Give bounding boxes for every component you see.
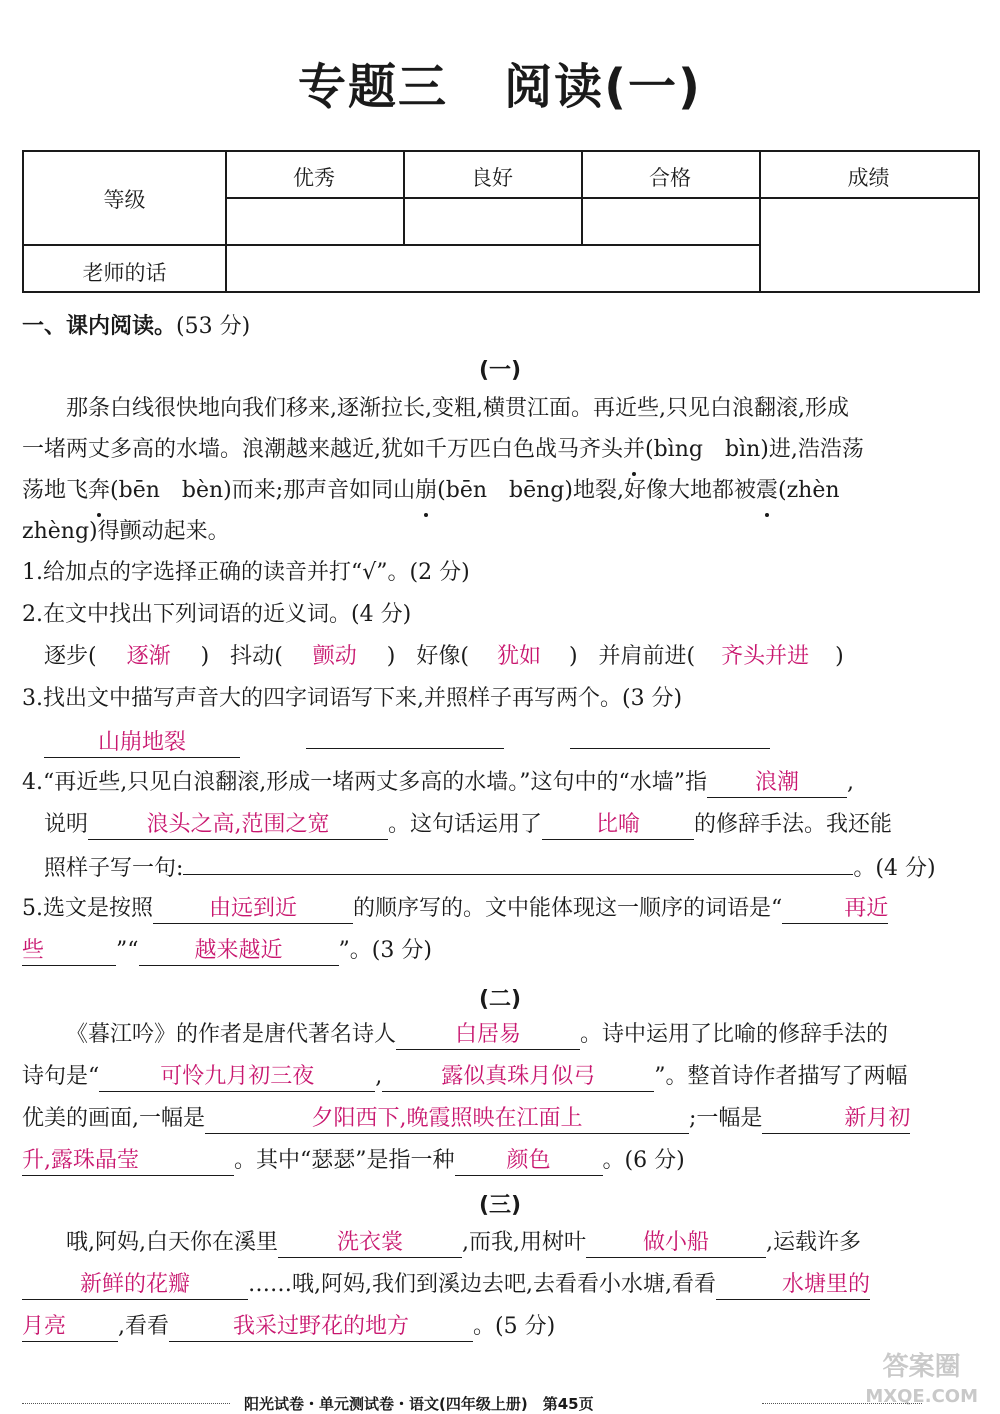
grade-col-excellent: 优秀 <box>293 166 335 190</box>
answer[interactable]: 浪头之高,范围之宽 <box>88 811 388 840</box>
question-3: 3.找出文中描写声音大的四字词语写下来,并照样子再写两个。(3 分) <box>22 686 683 711</box>
answer[interactable]: 颜色 <box>455 1147 603 1176</box>
answer[interactable]: 水塘里的 <box>716 1271 870 1300</box>
grade-col-pass: 合格 <box>649 166 691 190</box>
page-title: 专题三 阅读(一) <box>298 59 702 115</box>
part2-line3: 优美的画面,一幅是 夕阳西下,晚霞照映在江面上 ;一幅是 新月初 <box>22 1104 910 1134</box>
passage1: 那条白线很快地向我们移来,逐渐拉长,变粗,横贯江面。再近些,只见白浪翻滚,形成 一堵两丈多高的水墙。浪潮越来越近,犹如千万匹白色战马齐头并(bìng bìn)进,浩浩荡 荡地飞奔(bēn bèn)而来;那声音如同山崩(bēn bēng)地裂,好像大地都被震(zhèn zhèng)得颤动起来。 <box>22 396 864 544</box>
answer[interactable]: 升,露珠晶莹 <box>22 1147 234 1176</box>
question-1: 1.给加点的字选择正确的读音并打“√”。(2 分) <box>22 560 470 585</box>
answer[interactable]: 颤动 <box>312 644 357 669</box>
answer[interactable]: 犹如 <box>496 644 541 669</box>
answer[interactable]: 再近 <box>782 895 888 924</box>
answer[interactable]: 逐渐 <box>126 644 171 669</box>
answer[interactable]: 我采过野花的地方 <box>169 1313 473 1342</box>
teacher-comment-label: 老师的话 <box>82 261 167 285</box>
answer[interactable]: 月亮 <box>22 1313 118 1342</box>
grade-table <box>22 150 980 293</box>
answer[interactable]: 比喻 <box>542 811 694 840</box>
question-2-items: 逐步( 逐渐 ) 抖动( 颤动 ) 好像( 犹如 ) 并肩前进( 齐头并进 ) <box>44 644 844 669</box>
answer[interactable]: 些 <box>22 937 116 966</box>
answer[interactable]: 夕阳西下,晚霞照映在江面上 <box>205 1105 689 1134</box>
question-5-line2: 些 ”“ 越来越近 ”。(3 分) <box>22 936 432 966</box>
question-3-answers <box>44 726 770 758</box>
question-2: 2.在文中找出下列词语的近义词。(4 分) <box>22 602 412 627</box>
answer[interactable]: 齐头并进 <box>721 644 810 669</box>
part2-line1: 《暮江吟》的作者是唐代著名诗人 白居易 。诗中运用了比喻的修辞手法的 <box>66 1020 888 1050</box>
footer: 阳光试卷・单元测试卷・语文(四年级上册) 第45页 <box>22 1393 980 1413</box>
answer[interactable]: 浪潮 <box>707 769 847 798</box>
blank[interactable] <box>306 726 504 749</box>
question-5-line1: 5.选文是按照 由远到近 的顺序写的。文中能体现这一顺序的词语是“ 再近 <box>22 894 888 924</box>
part3-heading: (三) <box>478 1193 522 1218</box>
blank[interactable] <box>183 852 853 875</box>
part3-line1: 哦,阿妈,白天你在溪里 洗衣裳 ,而我,用树叶 做小船 ,运载许多 <box>66 1228 861 1258</box>
grade-col-score: 成绩 <box>847 166 890 190</box>
answer[interactable]: 山崩地裂 <box>44 729 240 758</box>
question-4-line3: 照样子写一句: 。(4 分) <box>44 852 936 884</box>
blank[interactable] <box>570 726 770 749</box>
answer[interactable]: 新鲜的花瓣 <box>22 1271 248 1300</box>
part2-line4: 升,露珠晶莹 。其中“瑟瑟”是指一种 颜色 。(6 分) <box>22 1146 685 1176</box>
answer[interactable]: 白居易 <box>396 1021 580 1050</box>
answer[interactable]: 露似真珠月似弓 <box>382 1063 654 1092</box>
section1-heading: 一、课内阅读。(53 分) <box>22 314 251 339</box>
part1-heading: (一) <box>478 358 522 383</box>
answer[interactable]: 新月初 <box>762 1105 910 1134</box>
watermark: 答案圈 MXQE.COM <box>865 1352 978 1407</box>
answer[interactable]: 可怜九月初三夜 <box>99 1063 375 1092</box>
answer[interactable]: 由远到近 <box>153 895 353 924</box>
grade-col-good: 良好 <box>471 166 513 190</box>
grade-label: 等级 <box>103 188 146 212</box>
answer[interactable]: 越来越近 <box>139 937 339 966</box>
question-4-line1: 4.“再近些,只见白浪翻滚,形成一堵两丈多高的水墙。”这句中的“水墙”指 浪潮 , <box>22 768 854 798</box>
answer[interactable]: 做小船 <box>586 1229 766 1258</box>
part2-heading: (二) <box>478 987 522 1012</box>
part3-line2: 新鲜的花瓣 ……哦,阿妈,我们到溪边去吧,去看看小水塘,看看 水塘里的 <box>22 1270 870 1300</box>
question-4-line2: 说明 浪头之高,范围之宽 。这句话运用了 比喻 的修辞手法。我还能 <box>44 810 892 840</box>
answer[interactable]: 洗衣裳 <box>278 1229 462 1258</box>
part3-line3: 月亮 ,看看 我采过野花的地方 。(5 分) <box>22 1312 555 1342</box>
part2-line2: 诗句是“ 可怜九月初三夜 , 露似真珠月似弓 ”。整首诗作者描写了两幅 <box>22 1062 908 1092</box>
